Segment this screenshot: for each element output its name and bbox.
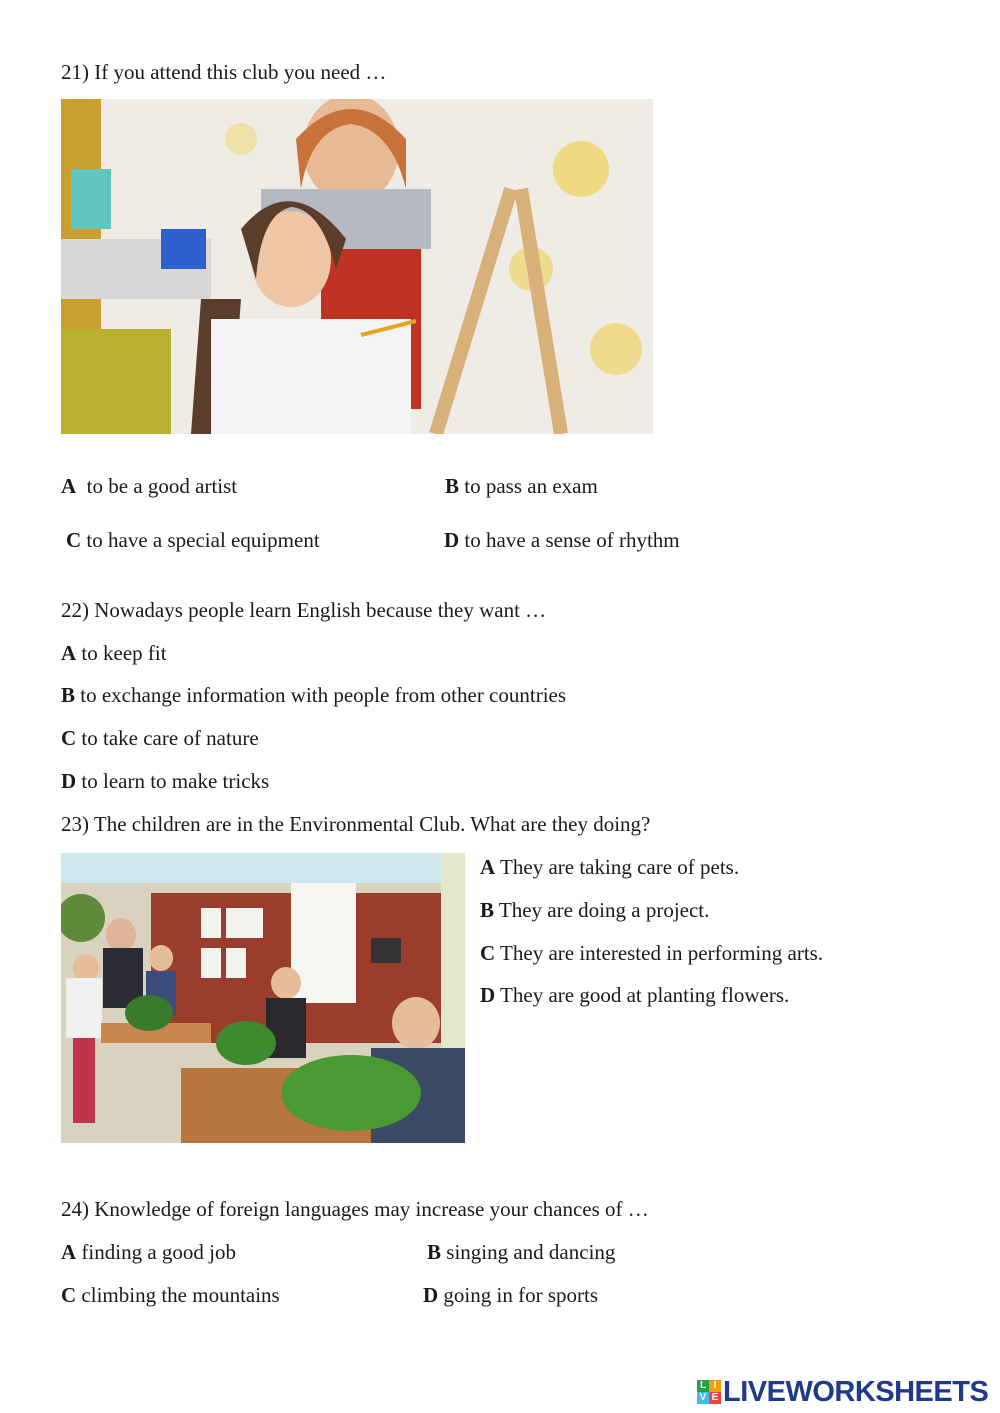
q22-option-a[interactable]: A to keep fit — [61, 641, 167, 665]
q22-option-d[interactable]: D to learn to make tricks — [61, 769, 270, 793]
q21-option-a[interactable]: A to be a good artist — [61, 474, 238, 498]
q24-option-d[interactable]: D going in for sports — [423, 1283, 598, 1307]
q24-option-c[interactable]: C climbing the mountains — [61, 1283, 280, 1307]
q21-option-c[interactable]: C to have a special equipment — [66, 528, 320, 552]
q24-option-a[interactable]: A finding a good job — [61, 1240, 236, 1264]
q21-option-d[interactable]: D to have a sense of rhythm — [444, 528, 680, 552]
q23-option-b[interactable]: B They are doing a project. — [480, 898, 710, 922]
liveworksheets-logo-text: LIVEWORKSHEETS — [723, 1375, 989, 1408]
q22-option-c[interactable]: C to take care of nature — [61, 726, 259, 750]
art-club-photo — [61, 99, 653, 434]
liveworksheets-logo-icon: L I V E — [697, 1380, 721, 1404]
q21-option-b[interactable]: B to pass an exam — [445, 474, 598, 498]
q23-option-c[interactable]: C They are interested in performing arts. — [480, 941, 824, 965]
question-22: 22) Nowadays people learn English because they want … — [61, 598, 547, 622]
liveworksheets-logo — [697, 1374, 988, 1410]
question-21: 21) If you attend this club you need … — [61, 60, 387, 84]
q22-option-b[interactable]: B to exchange information with people from other countries — [61, 683, 567, 707]
q23-option-d[interactable]: D They are good at planting flowers. — [480, 983, 790, 1007]
question-23: 23) The children are in the Environmental Club. What are they doing? — [61, 812, 651, 836]
environmental-club-photo — [61, 853, 465, 1143]
q24-option-b[interactable]: B singing and dancing — [427, 1240, 616, 1264]
question-24: 24) Knowledge of foreign languages may increase your chances of … — [61, 1197, 649, 1221]
q23-option-a[interactable]: A They are taking care of pets. — [480, 855, 740, 879]
